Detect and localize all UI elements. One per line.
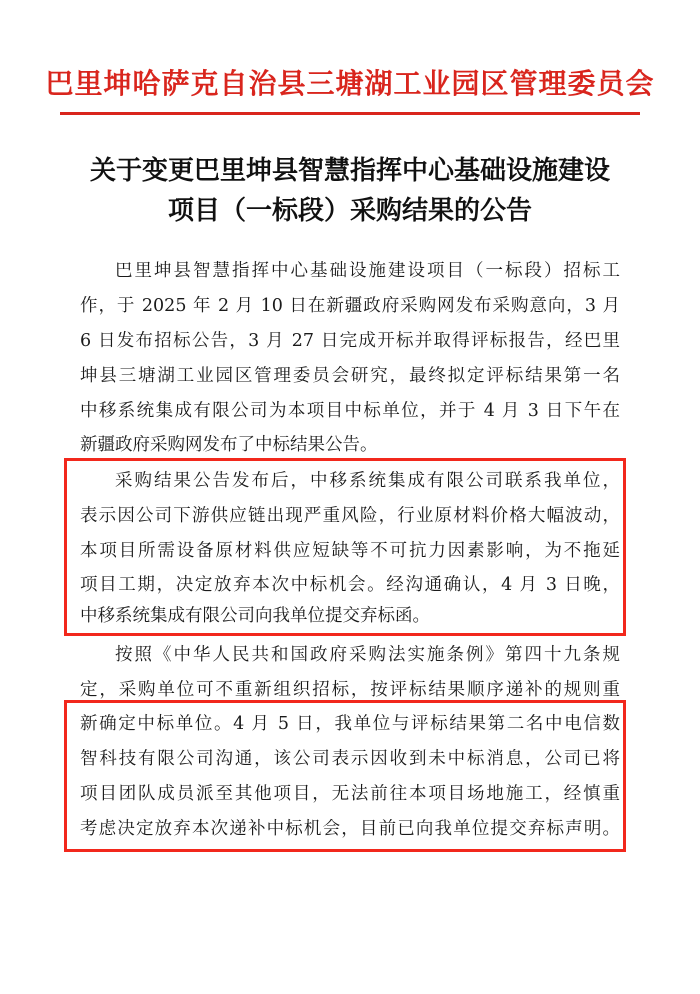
paragraph-1-line: 作，于 2025 年 2 月 10 日在新疆政府采购网发布采购意向，3 月	[80, 296, 620, 316]
paragraph-2-line: 采购结果公告发布后，中移系统集成有限公司联系我单位，	[115, 471, 620, 491]
paragraph-2-line: 表示因公司下游供应链出现严重风险，行业原材料价格大幅波动，	[80, 506, 620, 526]
paragraph-3-line: 考虑决定放弃本次递补中标机会，目前已向我单位提交弃标声明。	[80, 819, 620, 839]
paragraph-1-line: 新疆政府采购网发布了中标结果公告。	[80, 435, 378, 455]
paragraph-1-line: 巴里坤县智慧指挥中心基础设施建设项目（一标段）招标工	[115, 261, 620, 281]
paragraph-3-line: 定，采购单位可不重新组织招标，按评标结果顺序递补的规则重	[80, 680, 620, 700]
paragraph-3-line: 新确定中标单位。4 月 5 日，我单位与评标结果第二名中电信数	[80, 714, 620, 734]
paragraph-1-line: 6 日发布招标公告，3 月 27 日完成开标并取得评标报告，经巴里	[80, 331, 620, 351]
paragraph-1-line: 中移系统集成有限公司为本项目中标单位，并于 4 月 3 日下午在	[80, 401, 620, 421]
paragraph-2-line: 中移系统集成有限公司向我单位提交弃标函。	[80, 606, 430, 626]
red-header-rule	[60, 112, 640, 115]
paragraph-3-line: 项目团队成员派至其他项目，无法前往本项目场地施工，经慎重	[80, 784, 620, 804]
paragraph-2-line: 本项目所需设备原材料供应短缺等不可抗力因素影响，为不拖延	[80, 541, 620, 561]
paragraph-3-line: 智科技有限公司沟通，该公司表示因收到未中标消息，公司已将	[80, 749, 620, 769]
issuing-authority-header: 巴里坤哈萨克自治县三塘湖工业园区管理委员会	[45, 67, 655, 100]
document-title-line-2: 项目（一标段）采购结果的公告	[167, 196, 532, 226]
paragraph-3-line: 按照《中华人民共和国政府采购法实施条例》第四十九条规	[115, 645, 620, 665]
paragraph-2-line: 项目工期，决定放弃本次中标机会。经沟通确认，4 月 3 日晚，	[80, 575, 620, 595]
document-title-line-1: 关于变更巴里坤县智慧指挥中心基础设施建设	[89, 156, 610, 186]
paragraph-1-line: 坤县三塘湖工业园区管理委员会研究，最终拟定评标结果第一名	[80, 366, 620, 386]
